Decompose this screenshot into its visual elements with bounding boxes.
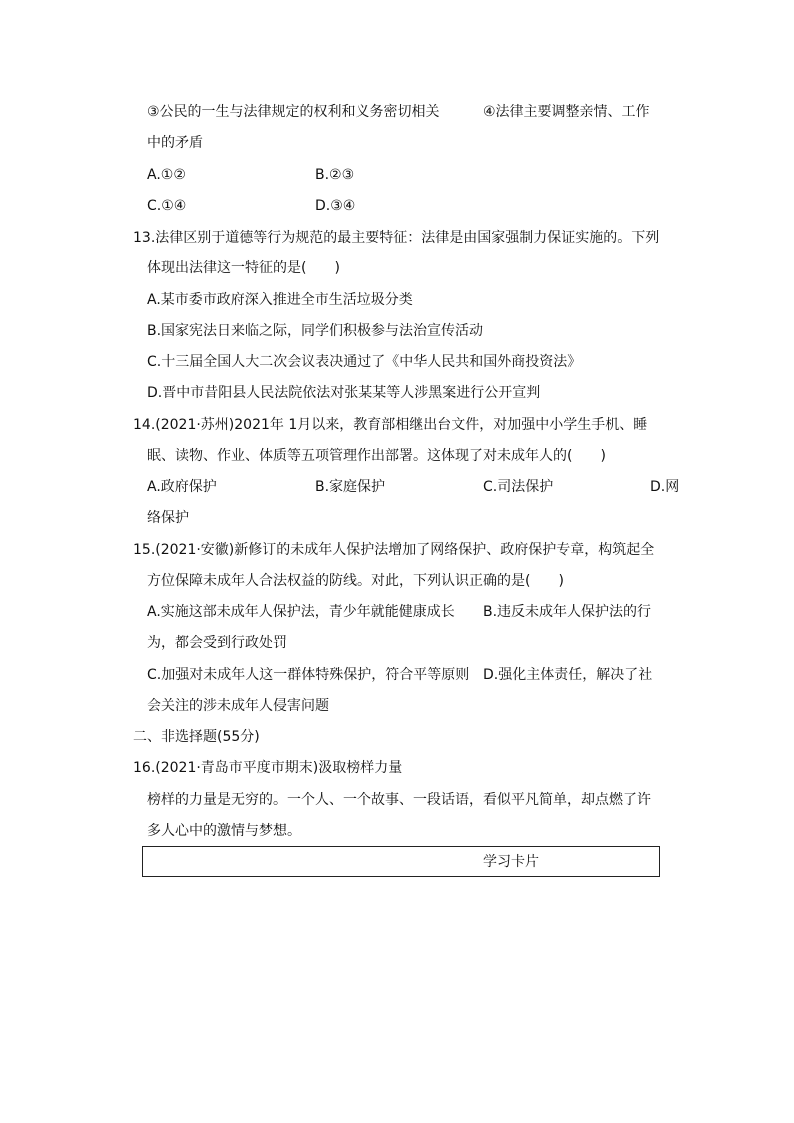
option-a: A.①② (147, 167, 186, 183)
question-14-option-b: B.家庭保护 (315, 479, 386, 495)
question-13-option-a: A.某市委市政府深入推进全市生活垃圾分类 (147, 292, 413, 308)
question-13-stem-cont: 体现出法律这一特征的是( ) (147, 260, 340, 276)
question-15-option-c: C.加强对未成年人这一群体特殊保护，符合平等原则 (147, 667, 470, 683)
statement-4-cont: 中的矛盾 (147, 135, 203, 151)
question-14-stem: 14.(2021·苏州)2021年 1月以来，教育部相继出台文件，对加强中小学生手机、睡 (133, 417, 648, 433)
question-14-option-a: A.政府保护 (147, 479, 217, 495)
question-14-option-d-cont: 络保护 (147, 510, 189, 526)
option-b: B.②③ (315, 167, 355, 183)
question-13-stem: 13.法律区别于道德等行为规范的最主要特征：法律是由国家强制力保证实施的。下列 (133, 230, 660, 246)
question-15-option-b: B.违反未成年人保护法的行 (483, 604, 652, 620)
question-14-stem-cont: 眠、读物、作业、体质等五项管理作出部署。这体现了对未成年人的( ) (147, 448, 606, 464)
question-13-option-b: B.国家宪法日来临之际，同学们积极参与法治宣传活动 (147, 323, 484, 339)
question-14-option-c: C.司法保护 (483, 479, 554, 495)
question-15-option-d: D.强化主体责任，解决了社 (483, 667, 653, 683)
question-13-option-d: D.晋中市昔阳县人民法院依法对张某某等人涉黑案进行公开宣判 (147, 385, 541, 401)
question-16-body-cont: 多人心中的激情与梦想。 (147, 823, 301, 839)
study-card-title: 学习卡片 (483, 854, 539, 870)
option-c: C.①④ (147, 198, 187, 214)
option-d: D.③④ (315, 198, 356, 214)
question-15-option-d-cont: 会关注的涉未成年人侵害问题 (147, 698, 329, 714)
section-heading: 二、非选择题(55分) (133, 729, 260, 745)
question-13-option-c: C.十三届全国人大二次会议表决通过了《中华人民共和国外商投资法》 (147, 354, 582, 370)
statement-3: ③公民的一生与法律规定的权利和义务密切相关 (147, 104, 440, 120)
statement-4: ④法律主要调整亲情、工作 (483, 104, 650, 120)
question-15-option-b-cont: 为，都会受到行政处罚 (147, 635, 287, 651)
question-15-stem-cont: 方位保障未成年人合法权益的防线。对此，下列认识正确的是( ) (147, 573, 564, 589)
question-16-body: 榜样的力量是无穷的。一个人、一个故事、一段话语，看似平凡简单，却点燃了许 (147, 792, 651, 808)
question-14-option-d: D.网 (650, 479, 680, 495)
question-15-option-a: A.实施这部未成年人保护法，青少年就能健康成长 (147, 604, 455, 620)
question-16-title: 16.(2021·青岛市平度市期末)汲取榜样力量 (133, 760, 403, 776)
question-15-stem: 15.(2021·安徽)新修订的未成年人保护法增加了网络保护、政府保护专章，构筑起全 (133, 542, 655, 558)
study-card-box (142, 846, 660, 877)
